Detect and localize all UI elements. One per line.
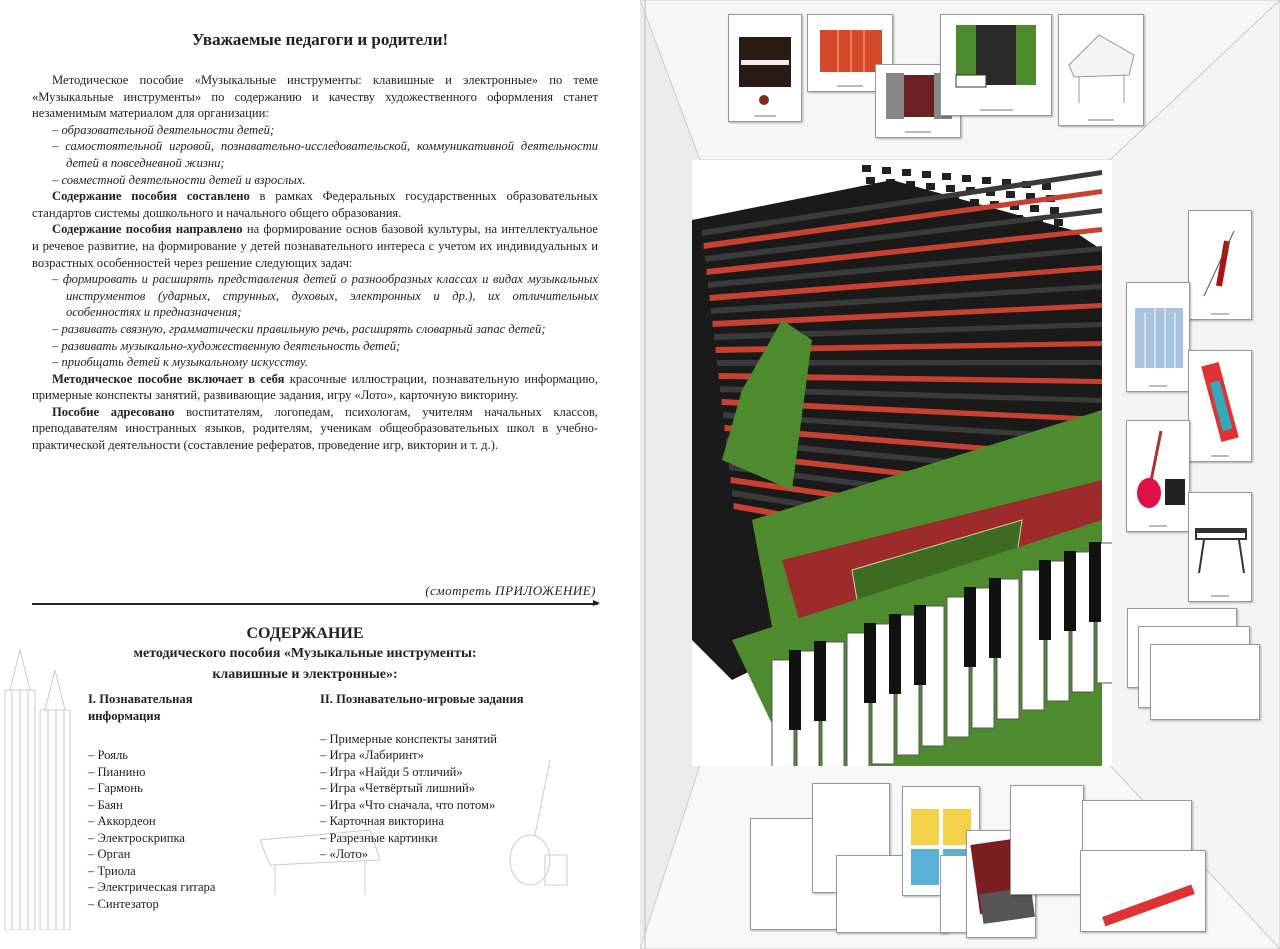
list-item: – формировать и расширять представления детей о разнообразных классах и видах музыкальных инструментов (ударных, струнных, духовых, электронных и др.), их отличительных особенностях и предназначения; [52,271,598,321]
list-item: – образовательной деятельности детей; [52,122,598,139]
list-item: – Электроскрипка [88,830,218,847]
paragraph: Содержание пособия направлено на формирование основ базовой культуры, на интеллектуальное и речевое развитие, на формирование у детей познавательного интереса с учетом их индивидуальных и возрастных особенностей через решение следующих задач: [32,222,598,270]
black-key [814,641,826,721]
triola-icon [1189,351,1253,455]
bass-button [982,177,991,184]
toc-column-info: I. Познавательная информация – Рояль – Пианино – Гармонь – Баян – Аккордеон – Электроскрипка – Орган – Триола – Электрическая гитара – Синтезатор [88,691,218,912]
card-pianino [728,14,802,122]
bass-button [946,185,955,192]
card-grand-piano [1058,14,1144,126]
bass-button [1050,207,1059,214]
list-item: – совместной деятельности детей и взрослых. [52,172,598,189]
bass-button [902,169,911,176]
guitar-icon [1127,421,1191,525]
card-accordion [940,14,1052,116]
list-item: – самостоятельной игровой, познавательно-исследовательской, коммуникативной деятельности детей в повседневной жизни; [52,138,598,171]
list-item: – Игра «Что сначала, что потом» [320,797,550,814]
list-item: – Синтезатор [88,896,218,913]
intro-text [32,72,598,454]
list-item: – развивать связную, грамматически правильную речь, расширять словарный запас детей; [52,321,598,338]
bass-button [1042,183,1051,190]
list-item: – Игра «Лабиринт» [320,747,550,764]
list-item: – Триола [88,863,218,880]
black-key [1089,542,1101,622]
black-key [989,578,1001,658]
list-item: – Примерные конспекты занятий [320,731,550,748]
violin-icon [1189,211,1253,311]
list-item: – «Лото» [320,846,550,863]
list-item: – Орган [88,846,218,863]
paragraph: Пособие адресовано воспитателям, логопедам, психологам, учителям начальных классов, преподавателям иностранных языков, родителям, ученикам общеобразовательных школ в учебно-практической деятельности (составление рефератов, проведение игр, викторин и т. д.). [32,404,598,453]
list-item: – Электрическая гитара [88,879,218,896]
synthesizer-icon [1189,493,1253,593]
triola-icon [1081,851,1207,933]
paragraph: Содержание пособия составлено в рамках Федеральных государственных образовательных стандартов системы дошкольного и начального общего образования. [32,189,598,220]
card-game-sheet [1150,644,1260,720]
bass-button [1006,191,1015,198]
list-item: – Карточная викторина [320,813,550,830]
bass-button [942,173,951,180]
black-key [864,623,876,703]
card-grand-piano-puzzle [1010,785,1084,895]
paragraph: Методическое пособие «Музыкальные инструменты: клавишные и электронные» по теме «Музыкальные инструменты» по содержанию и качеству художественного оформления станет незаменимым материалом для организации: [32,73,598,121]
goals-list [32,122,598,188]
list-item: – Разрезные картинки [320,830,550,847]
toc-column-games: II. Познавательно-игровые задания – Примерные конспекты занятий – Игра «Лабиринт» – Игра «Найди 5 отличий» – Игра «Четвёртый лишний» – Игра «Что сначала, что потом» – Карточная викторина – Разрезные картинки – «Лото» [320,691,550,863]
card-organ [1126,282,1190,392]
card-electric-guitar [1126,420,1190,532]
accordion-illustration [692,160,1112,766]
piano-icon [729,15,803,115]
black-key [914,605,926,685]
page-title: Уважаемые педагоги и родители! [191,30,449,49]
list-item: – Игра «Найди 5 отличий» [320,764,550,781]
paragraph: Методическое пособие включает в себя красочные иллюстрации, познавательную информацию, примерные конспекты занятий, развивающие задания, игру «Лото», карточную викторину. [32,371,598,403]
bass-button [922,171,931,178]
list-item: – Игра «Четвёртый лишний» [320,780,550,797]
bass-button [1054,219,1063,226]
bass-button [866,177,875,184]
accordion-icon [941,15,1053,109]
black-key [889,614,901,694]
arrow-divider [32,603,598,605]
card-triola [1188,350,1252,462]
card-electro-violin [1188,210,1252,320]
list-item: – Пианино [88,764,218,781]
list-item: – развивать музыкально-художественную деятельность детей; [52,338,598,355]
toc-title: СОДЕРЖАНИЕ [246,625,364,642]
toc-subtitle: методического пособия «Музыкальные инструменты: [133,646,477,661]
bass-button [862,165,871,172]
list-item: – Гармонь [88,780,218,797]
black-key [964,587,976,667]
grand-piano-icon [1059,15,1145,119]
list-item: – Баян [88,797,218,814]
black-key [1064,551,1076,631]
bass-button [1030,205,1039,212]
bass-button [962,175,971,182]
list-item: – Аккордеон [88,813,218,830]
black-key [1039,560,1051,640]
list-item: – приобщать детей к музыкальному искусству. [52,354,598,371]
organ-icon [1127,283,1191,383]
card-synthesizer [1188,492,1252,602]
black-key [789,650,801,730]
bass-button [882,167,891,174]
see-appendix-note: (смотреть ПРИЛОЖЕНИЕ) [425,583,596,598]
tasks-list [32,271,598,371]
right-page-folder [640,0,1280,949]
card-triola-quiz [1080,850,1206,932]
bass-button [926,183,935,190]
list-item: – Рояль [88,747,218,764]
toc-subtitle: клавишные и электронные»: [212,667,398,682]
